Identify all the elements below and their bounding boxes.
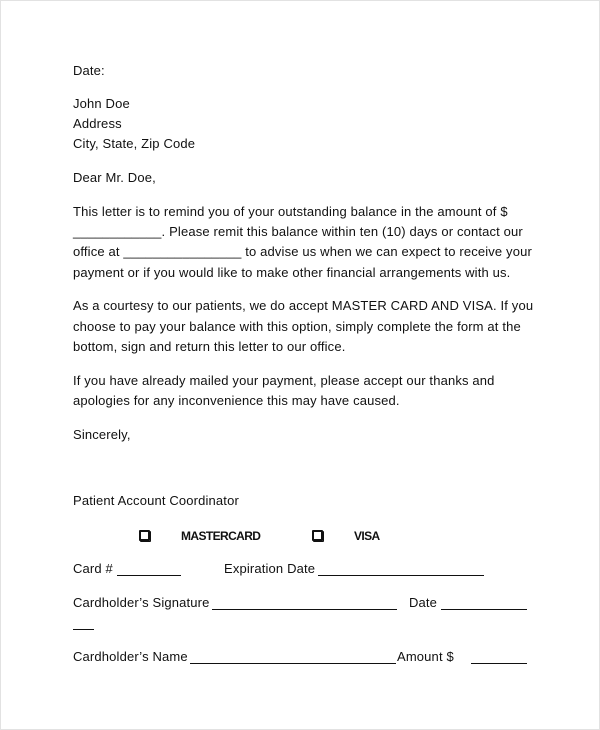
recipient-name: John Doe	[73, 96, 130, 111]
cardholder-name-field[interactable]	[190, 663, 396, 664]
amount-field[interactable]	[471, 663, 527, 664]
paragraph-2-line: As a courtesy to our patients, we do accept MASTER CARD AND VISA. If you	[73, 298, 534, 313]
paragraph-2-line: choose to pay your balance with this option, simply complete the form at the	[73, 319, 521, 334]
paragraph-1-line: payment or if you would like to make other financial arrangements with us.	[73, 265, 511, 280]
signature-date-field[interactable]	[441, 609, 527, 610]
expiration-date-field[interactable]	[318, 575, 484, 576]
paragraph-1-line: ____________. Please remit this balance within ten (10) days or contact our	[73, 224, 523, 239]
mastercard-checkbox[interactable]	[139, 530, 150, 541]
paragraph-3-line: apologies for any inconvenience this may have caused.	[73, 393, 400, 408]
signature-date-field-continuation[interactable]	[73, 629, 94, 630]
amount-label: Amount $	[397, 649, 454, 664]
paragraph-2-line: bottom, sign and return this letter to our office.	[73, 339, 346, 354]
recipient-city: City, State, Zip Code	[73, 136, 196, 151]
mastercard-label: MASTERCARD	[181, 529, 261, 543]
recipient-address: Address	[73, 116, 122, 131]
signature-date-label: Date	[409, 595, 438, 610]
signature-field[interactable]	[212, 609, 397, 610]
expiration-date-label: Expiration Date	[224, 561, 316, 576]
date-label: Date:	[73, 63, 105, 78]
visa-label: VISA	[354, 529, 380, 543]
visa-checkbox[interactable]	[312, 530, 323, 541]
salutation: Dear Mr. Doe,	[73, 170, 156, 185]
paragraph-1-line: This letter is to remind you of your outstanding balance in the amount of $	[73, 204, 508, 219]
closing: Sincerely,	[73, 427, 131, 442]
card-number-field[interactable]	[117, 575, 181, 576]
paragraph-3-line: If you have already mailed your payment, please accept our thanks and	[73, 373, 495, 388]
paragraph-1-line: office at ________________ to advise us when we can expect to receive your	[73, 244, 532, 259]
card-number-label: Card #	[73, 561, 113, 576]
signer-title: Patient Account Coordinator	[73, 493, 239, 508]
signature-label: Cardholder’s Signature	[73, 595, 210, 610]
cardholder-name-label: Cardholder’s Name	[73, 649, 188, 664]
